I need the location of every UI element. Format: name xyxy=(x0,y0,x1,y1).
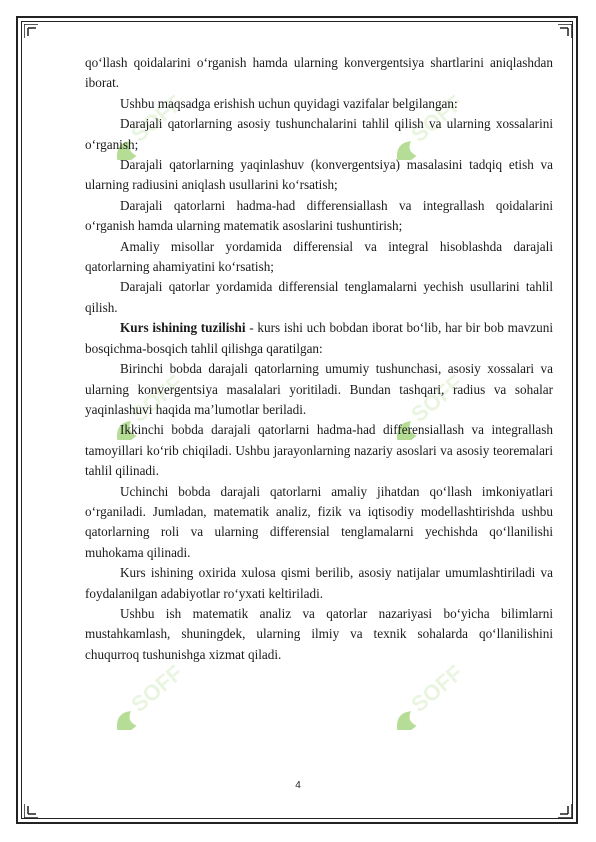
paragraph: Ikkinchi bobda darajali qatorlarni hadma-had differensiallash va integrallash tamoyillari ko‘rib chiqiladi. Ushbu jarayonlarning nazariy asoslari va asosiy teoremalari tahlil qilinadi. xyxy=(85,422,553,479)
structure-text: - kurs ishi uch bobdan iborat bo‘lib, har bir bob mavzuni bosqichma-bosqich tahlil qilishga qaratilgan: xyxy=(85,320,553,356)
paragraph: Amaliy misollar yordamida differensial va integral hisoblashda darajali qatorlarning ahamiyatini ko‘rsatish; xyxy=(85,238,553,275)
corner-ornament-bottom-left xyxy=(24,804,38,818)
paragraph: Ushbu maqsadga erishish uchun quyidagi vazifalar belgilangan: xyxy=(120,95,458,111)
svg-text:SOFF: SOFF xyxy=(126,90,188,148)
paragraph: Darajali qatorlarning asosiy tushunchalarini tahlil qilish va ularning xossalarini o‘rganish; xyxy=(85,116,553,152)
svg-text:SOFF: SOFF xyxy=(406,660,468,718)
svg-text:SOFF: SOFF xyxy=(126,660,188,718)
paragraph: Uchinchi bobda darajali qatorlarni amaliy jihatdan qo‘llash imkoniyatlari o‘rganiladi. Jumladan, matematik analiz, fizik va iqtisodiy modellashtirishda ushbu qatorlarning roli va ularning differensial tenglamalarni yechishda qo‘llanilishi muhokama qilinadi. xyxy=(85,483,553,560)
svg-text:SOFF: SOFF xyxy=(126,370,188,428)
watermark-logo xyxy=(360,660,500,730)
paragraph: Birinchi bobda darajali qatorlarning umumiy tushunchasi, asosiy xossalari va ularning konvergentsiya masalalari yoritiladi. Bundan tashqari, radius va sohalar yaqinlashuvi haqida ma’lumotlar beriladi. xyxy=(85,361,553,417)
paragraph: Darajali qatorlarni hadma-had differensiallash va integrallash qoidalarini o‘rganish hamda ularning matematik asoslarini tushuntirish; xyxy=(85,197,553,234)
paragraph: Kurs ishining oxirida xulosa qismi berilib, asosiy natijalar umumlashtiriladi va foydalanilgan adabiyotlar ro‘yxati keltiriladi. xyxy=(85,565,553,601)
paragraph: Darajali qatorlar yordamida differensial tenglamalarni yechish usullarini tahlil qilish. xyxy=(85,279,553,315)
paragraph-structure xyxy=(85,318,553,359)
corner-ornament-top-right xyxy=(558,24,572,38)
paragraph: qo‘llash qoidalarini o‘rganish hamda ularning konvergentsiya shartlarini aniqlashdan iborat. xyxy=(85,55,553,91)
structure-heading: Kurs ishining tuzilishi xyxy=(120,320,246,336)
svg-text:SOFF: SOFF xyxy=(406,370,468,428)
corner-ornament-bottom-right xyxy=(558,804,572,818)
document-body xyxy=(85,53,553,665)
paragraph: Ushbu ish matematik analiz va qatorlar nazariyasi bo‘yicha bilimlarni mustahkamlash, shuningdek, ularning ilmiy va texnik sohalarda qo‘llanilishini chuqurroq tushunishga xizmat qiladi. xyxy=(85,605,553,662)
watermark-logo xyxy=(80,660,220,730)
page-number: 4 xyxy=(295,780,301,791)
paragraph: Darajali qatorlarning yaqinlashuv (konvergentsiya) masalasini tadqiq etish va ularning radiusini aniqlash usullarini ko‘rsatish; xyxy=(85,157,553,193)
corner-ornament-top-left xyxy=(24,24,38,38)
svg-text:SOFF: SOFF xyxy=(406,90,468,148)
